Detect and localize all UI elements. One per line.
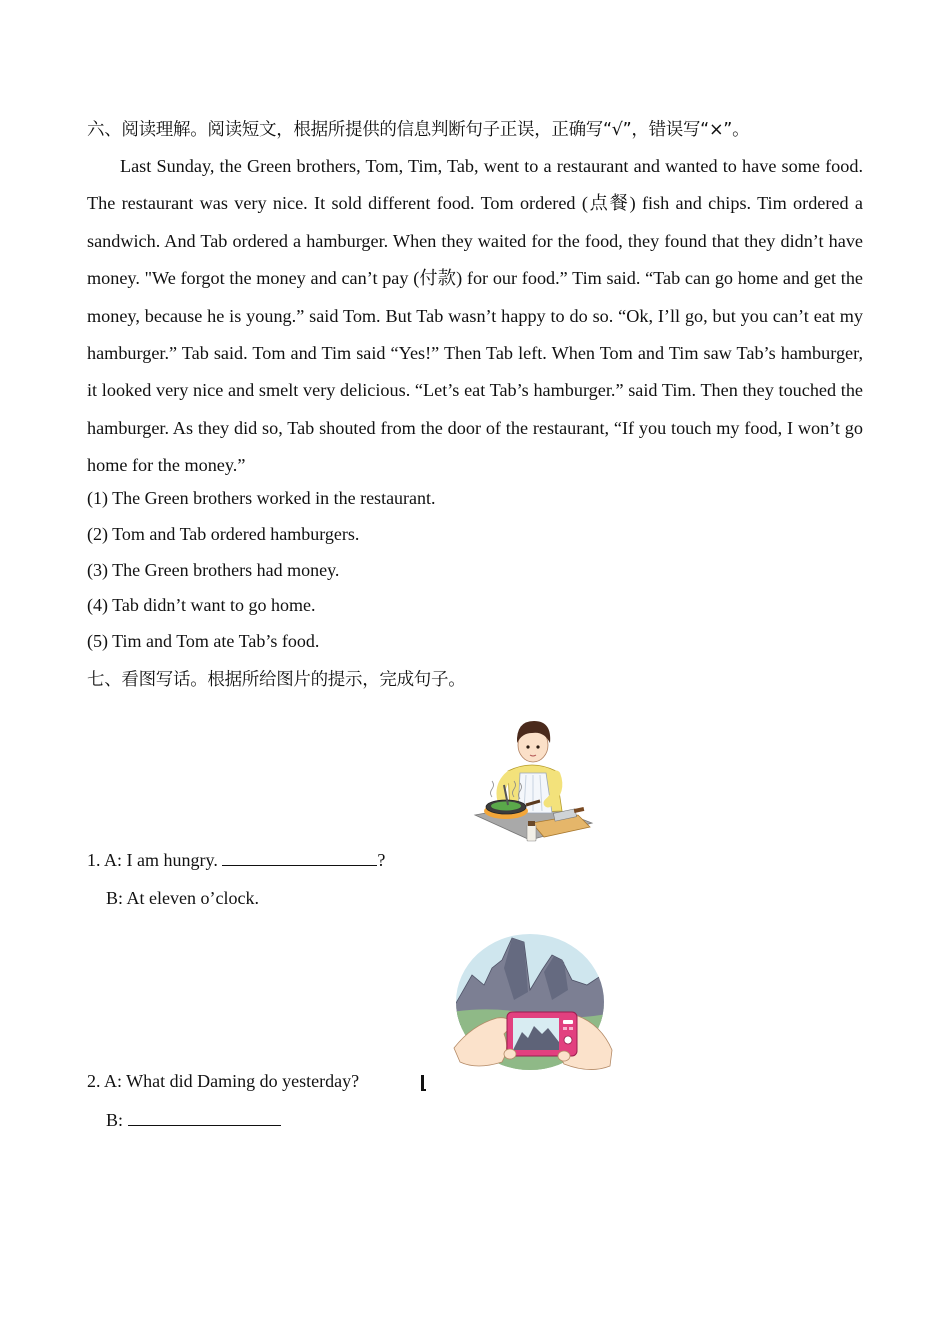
- question-item: (4) Tab didn’t want to go home.: [87, 595, 316, 616]
- taking-photo-of-mountains-image: [452, 930, 617, 1080]
- question-item: (1) The Green brothers worked in the restaurant.: [87, 488, 436, 508]
- question-2-line-b: [106, 1110, 281, 1131]
- question-item: (2) Tom and Tab ordered hamburgers.: [87, 523, 360, 544]
- question-item: (3) The Green brothers had money.: [87, 559, 340, 580]
- question-1-a-suffix: ?: [377, 850, 386, 870]
- question-1-line-a: [87, 850, 385, 871]
- answer-blank-1[interactable]: [222, 851, 377, 866]
- true-false-questions: [87, 484, 436, 663]
- question-1-a-text: 1. A: I am hungry.: [87, 850, 223, 870]
- question-2-b-text: B:: [106, 1110, 128, 1130]
- question-2-line-a: 2. A: What did Daming do yesterday?: [87, 1071, 360, 1091]
- boy-cooking-image: [470, 715, 595, 850]
- question-item: (5) Tim and Tom ate Tab’s food.: [87, 631, 320, 652]
- text-cursor-icon: [421, 1075, 424, 1091]
- section-6-heading: 六、阅读理解。阅读短文，根据所提供的信息判断句子正误，正确写“√”，错误写“×”。: [87, 120, 750, 140]
- reading-passage: Last Sunday, the Green brothers, Tom, Tim, Tab, went to a restaurant and wanted to have some food. The restaurant was very nice. It sold different food. Tom ordered (点餐) fish and chips. Tim ordered a sandwich. And Tab ordered a hamburger. When they waited for the food, they found that they didn’t have money. "We forgot the money and can’t pay (付款) for our food.” Tim said. “Tab can go home and get the money, because he is young.” said Tom. But Tab wasn’t happy to do so. “Ok, I’ll go, but you can’t eat my hamburger.” Tab said. Tom and Tim said “Yes!” Then Tab left. When Tom and Tim saw Tab’s hamburger, it looked very nice and smelt very delicious. “Let’s eat Tab’s hamburger.” said Tim. Then they touched the hamburger. As they did so, Tab shouted from the door of the restaurant, “If you touch my food, I won’t go home for the money.”: [87, 156, 863, 476]
- question-1-line-b: B: At eleven o’clock.: [106, 888, 259, 908]
- answer-blank-2[interactable]: [128, 1111, 281, 1126]
- section-7-heading: 七、看图写话。根据所给图片的提示，完成句子。: [87, 670, 466, 690]
